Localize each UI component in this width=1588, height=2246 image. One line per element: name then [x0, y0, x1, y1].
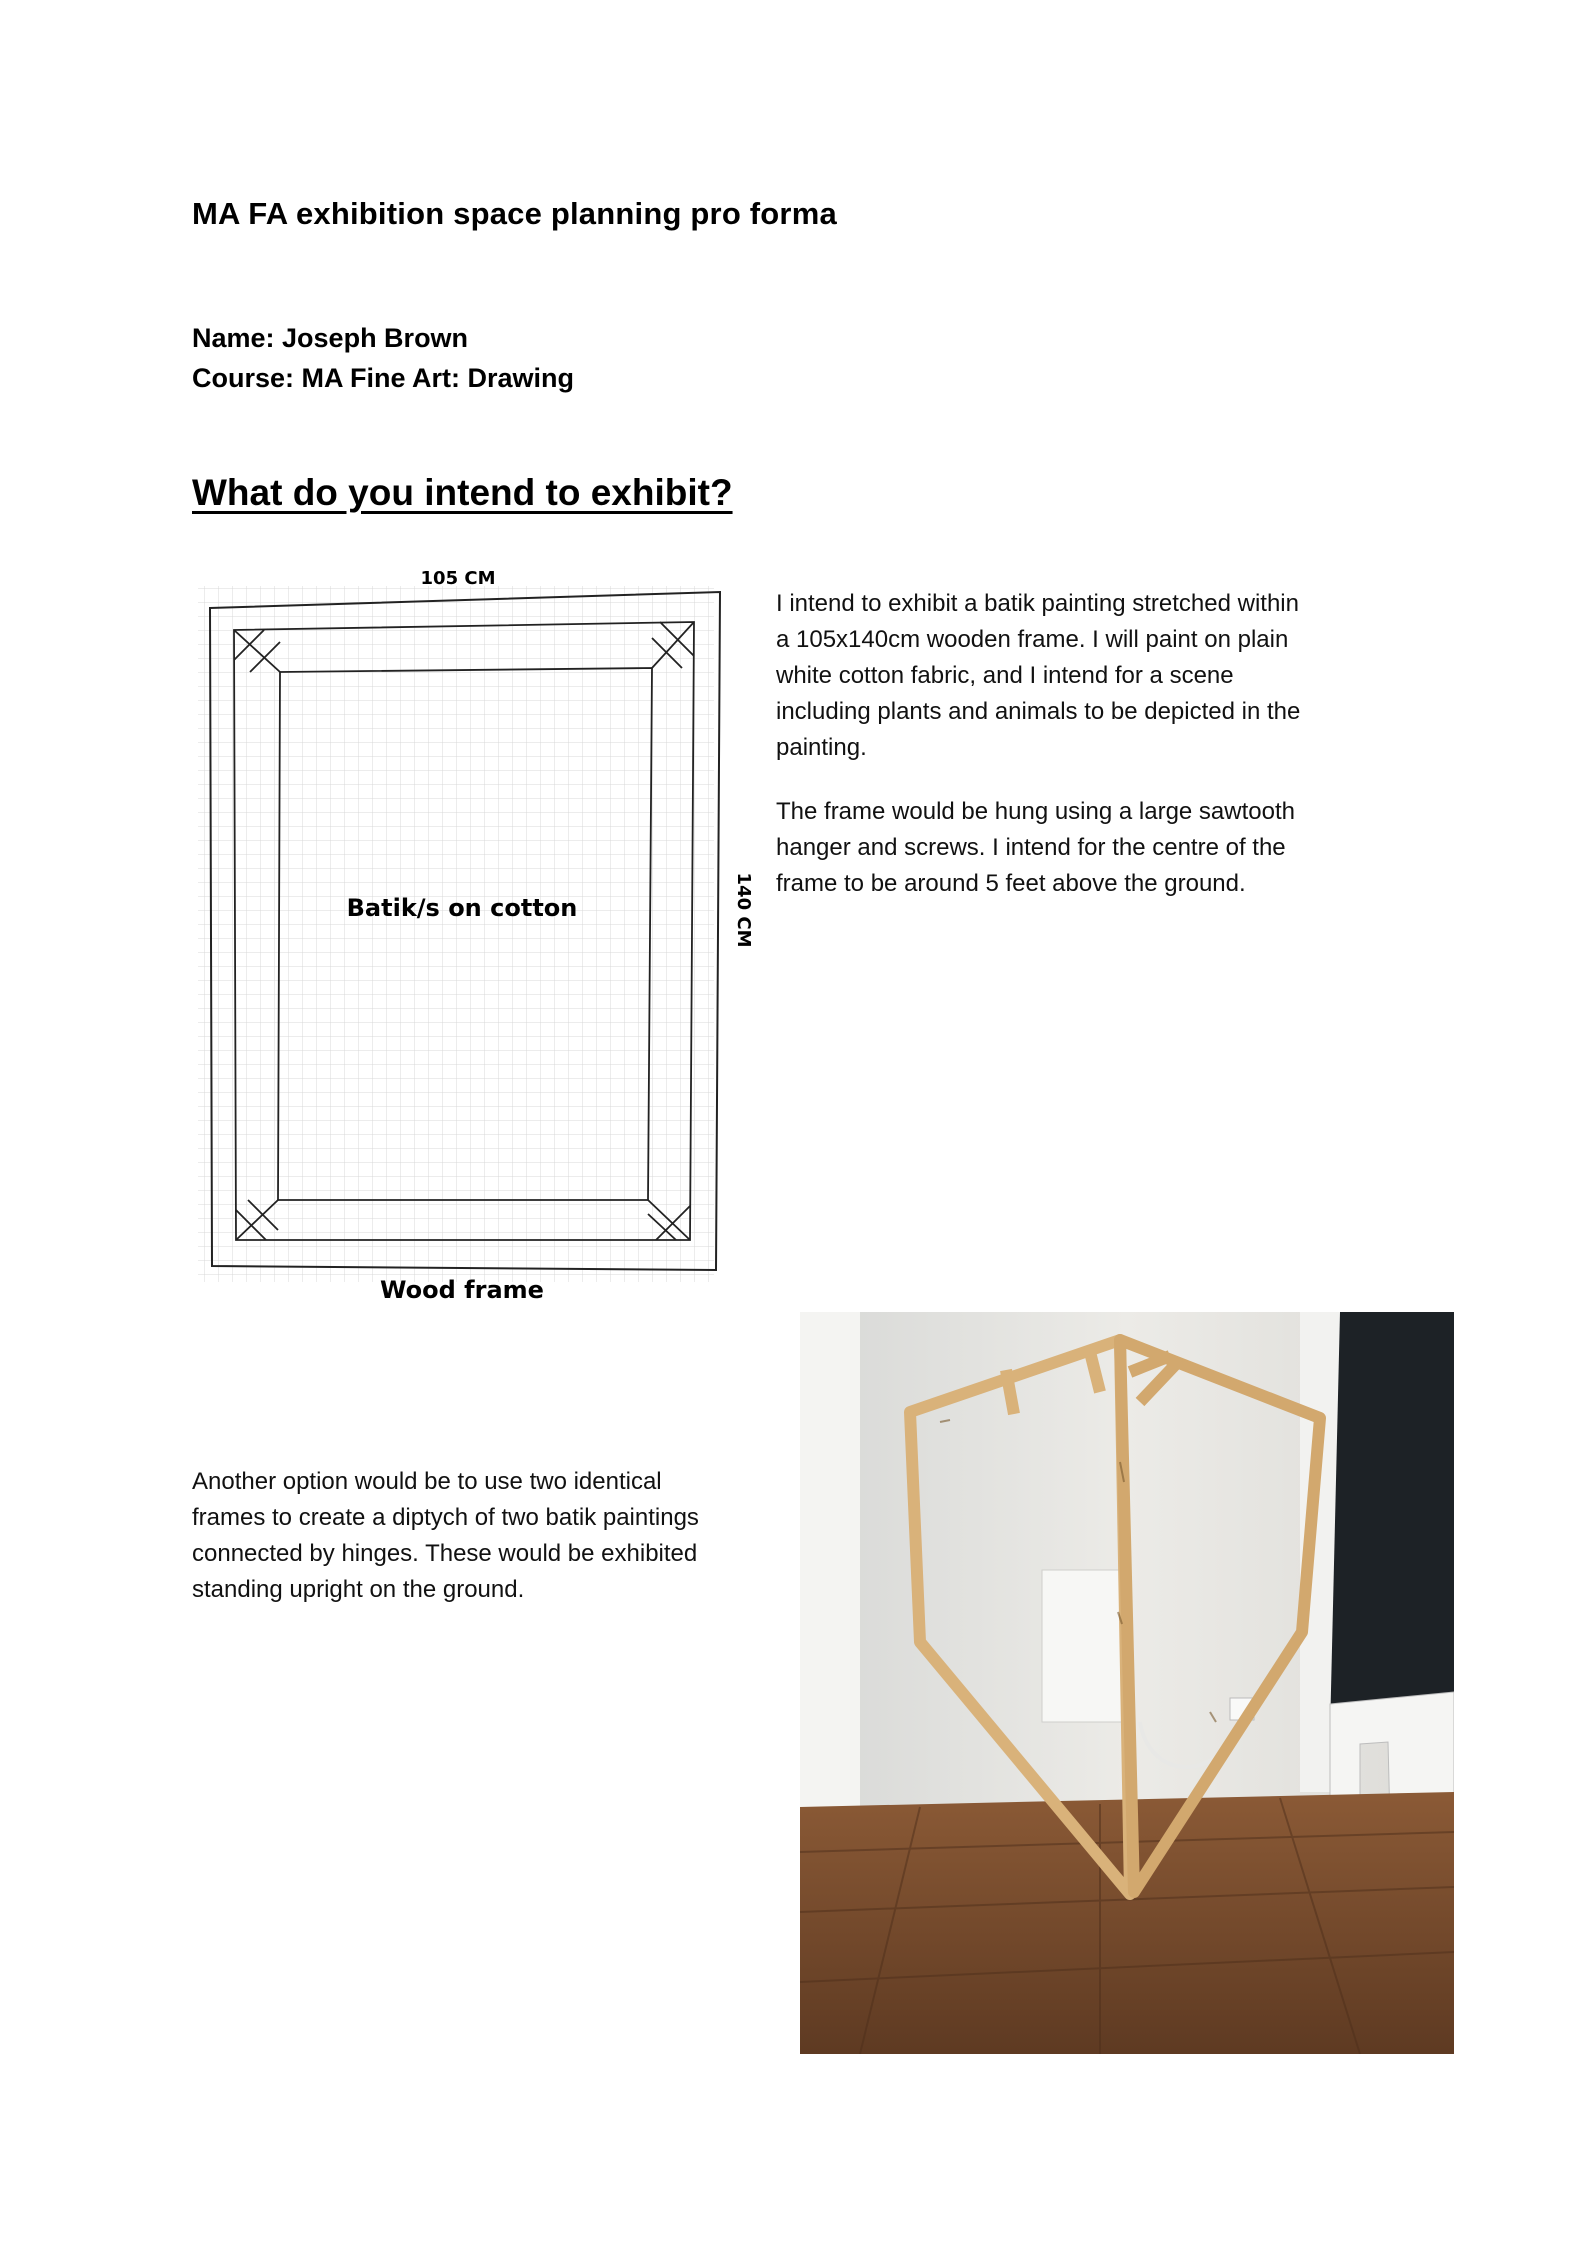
paragraph-intent	[776, 586, 1416, 766]
paragraph-hanging	[776, 794, 1416, 902]
text-line: a 105x140cm wooden frame. I will paint on plain	[776, 626, 1289, 653]
text-line: Another option would be to use two identical	[192, 1468, 662, 1495]
text-line: I intend to exhibit a batik painting stretched within	[776, 590, 1299, 617]
paragraph-diptych	[192, 1464, 792, 1608]
text-line: hanger and screws. I intend for the centre of the	[776, 834, 1286, 861]
grid-paper	[198, 586, 714, 1282]
author-info	[192, 318, 574, 398]
text-line: The frame would be hung using a large sawtooth	[776, 798, 1295, 825]
course-line: Course: MA Fine Art: Drawing	[192, 363, 575, 393]
name-line: Name: Joseph Brown	[192, 323, 469, 353]
width-label: 105 CM	[420, 568, 496, 589]
section-heading: What do you intend to exhibit?	[192, 472, 733, 513]
page-title: MA FA exhibition space planning pro forma	[192, 196, 837, 231]
text-line: frames to create a diptych of two batik paintings	[192, 1504, 699, 1531]
text-line: connected by hinges. These would be exhibited	[192, 1540, 698, 1567]
center-label: Batik/s on cotton	[346, 894, 578, 922]
text-line: standing upright on the ground.	[192, 1576, 525, 1603]
bottom-label: Wood frame	[380, 1276, 544, 1304]
blackboard	[1330, 1312, 1454, 1732]
text-line: frame to be around 5 feet above the ground.	[776, 870, 1246, 897]
text-line: white cotton fabric, and I intend for a scene	[776, 662, 1234, 689]
height-label: 140 CM	[733, 872, 754, 948]
text-line: painting.	[776, 734, 867, 761]
wall-panel	[1042, 1570, 1130, 1722]
window-light	[800, 1312, 860, 1832]
text-line: including plants and animals to be depicted in the	[776, 698, 1301, 725]
diptych-photo	[800, 1312, 1454, 2054]
frame-sketch	[190, 560, 770, 1310]
